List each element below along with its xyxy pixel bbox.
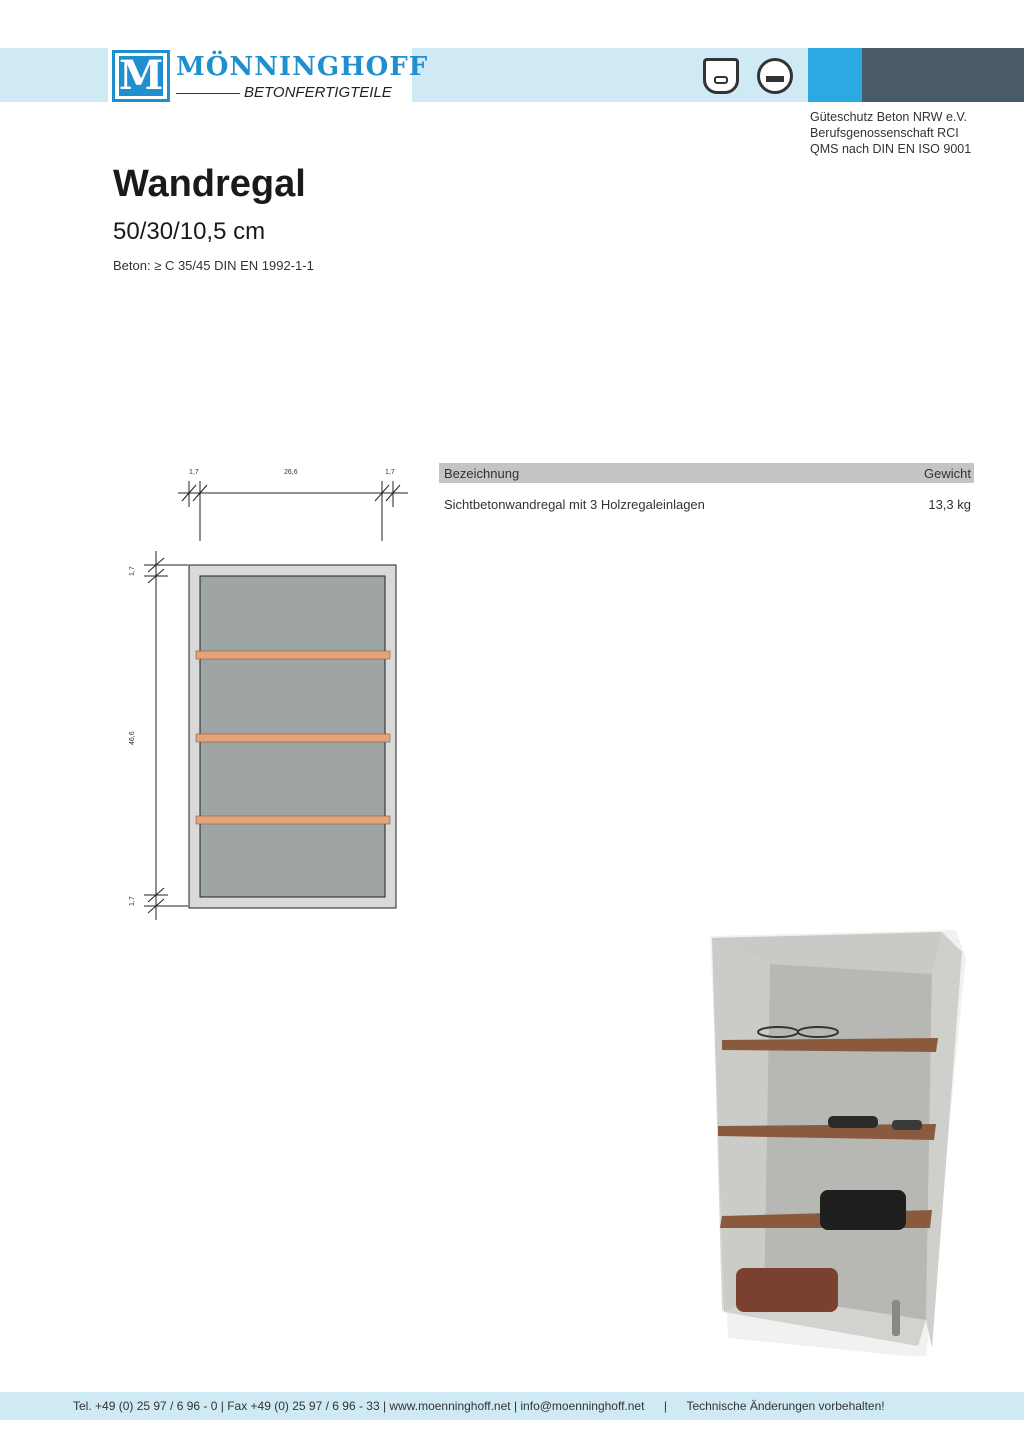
certification-line: Berufsgenossenschaft RCI xyxy=(810,126,959,140)
logo-rule xyxy=(176,93,240,94)
certification-seal-icon xyxy=(757,58,793,94)
table-header xyxy=(439,463,974,483)
header-accent-blue xyxy=(808,48,862,102)
table-row xyxy=(439,483,974,512)
wood-shelf-board xyxy=(196,816,390,824)
logo-tagline: BETONFERTIGTEILE xyxy=(244,84,392,101)
wood-shelf-board xyxy=(196,734,390,742)
top-dim-label: 26,6 xyxy=(284,469,298,476)
footer-separator: | xyxy=(663,1399,668,1413)
column-header-weight: Gewicht xyxy=(924,465,971,481)
side-dim-label: 46,6 xyxy=(129,731,136,745)
side-dim-label: 1,7 xyxy=(129,566,136,576)
logo-mark-icon xyxy=(112,50,170,102)
header-accent-dark xyxy=(862,48,1024,102)
company-logo xyxy=(108,46,429,104)
certification-line: QMS nach DIN EN ISO 9001 xyxy=(810,142,972,156)
product-title: Wandregal xyxy=(113,163,306,205)
top-dim-label: 1,7 xyxy=(189,469,199,476)
side-dim-label: 1,7 xyxy=(129,896,136,906)
product-dimensions: 50/30/10,5 cm xyxy=(113,218,266,245)
footer-note: Technische Änderungen vorbehalten! xyxy=(686,1399,885,1413)
product-table xyxy=(439,463,974,512)
logo-letter: M xyxy=(119,52,164,99)
quality-seal-icon xyxy=(703,58,739,94)
certification-list xyxy=(810,109,971,157)
top-dim-label: 1,7 xyxy=(385,469,395,476)
logo-name: MÖNNINGHOFF xyxy=(176,52,429,82)
footer-contact: Tel. +49 (0) 25 97 / 6 96 - 0 | Fax +49 (0) 25 97 / 6 96 - 33 | www.moenninghoff.net | info@moenninghoff.net xyxy=(73,1399,645,1413)
footer xyxy=(73,1399,885,1413)
technical-drawing xyxy=(110,455,420,930)
row-designation: Sichtbetonwandregal mit 3 Holzregaleinlagen xyxy=(444,497,705,512)
concrete-spec: Beton: ≥ C 35/45 DIN EN 1992-1-1 xyxy=(113,258,314,273)
wood-shelf-board xyxy=(196,651,390,659)
row-weight: 13,3 kg xyxy=(928,497,971,512)
certification-line: Güteschutz Beton NRW e.V. xyxy=(810,110,968,124)
product-photo xyxy=(700,928,1000,1356)
column-header-designation: Bezeichnung xyxy=(444,465,520,481)
